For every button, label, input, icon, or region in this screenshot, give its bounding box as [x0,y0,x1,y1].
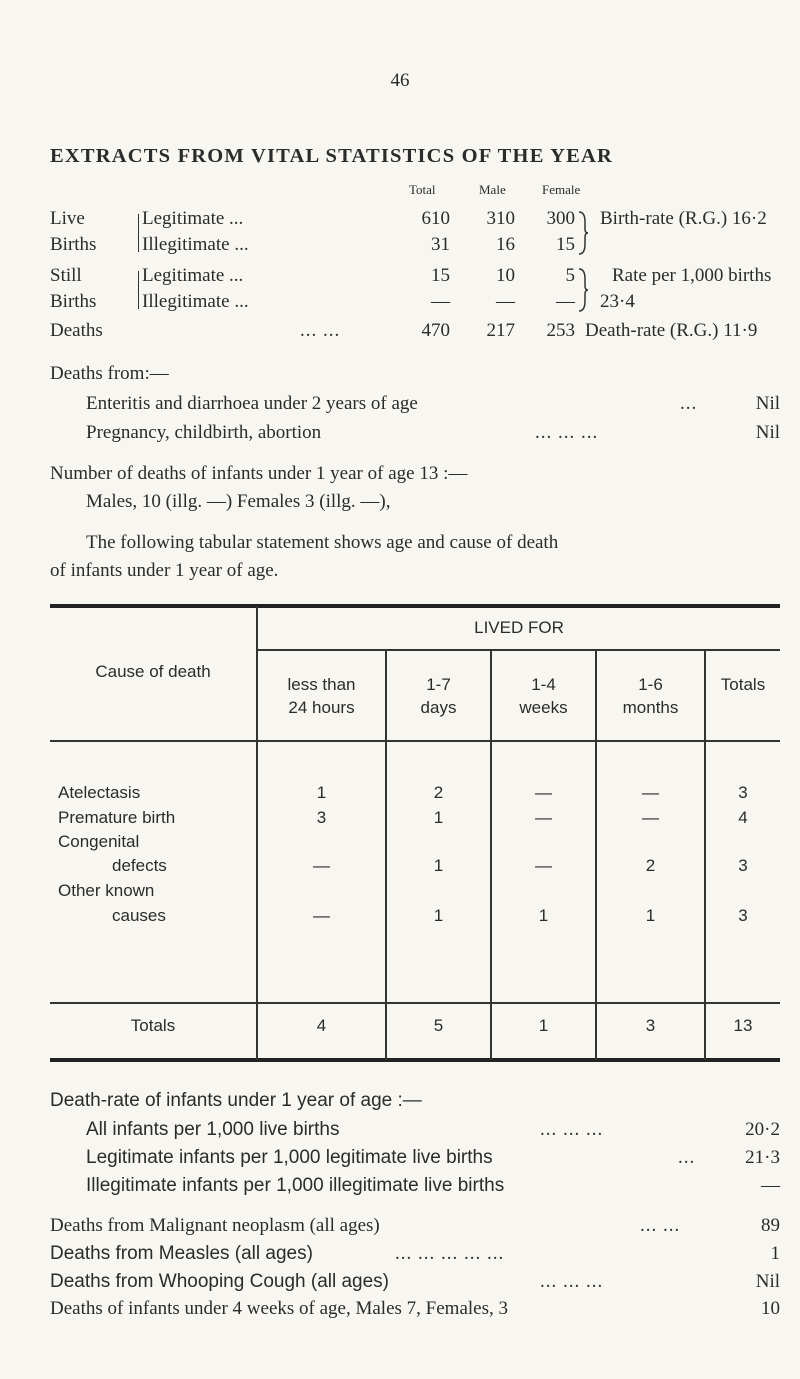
measles-label: Deaths from Measles (all ages) [50,1243,313,1264]
pregnancy-dots: ... ... ... [535,422,599,443]
illegit-infants-label: Illegitimate infants per 1,000 illegitimate live births [86,1175,505,1196]
live-births-right-brace [577,210,589,256]
page-number: 46 [390,70,410,91]
all-infants-dots: ... ... ... [540,1119,604,1140]
col-1-4-line2: weeks [519,698,568,717]
still-births-right-brace [577,267,589,313]
measles-value: 1 [770,1243,780,1264]
still-legit-male: 10 [496,265,515,286]
totals-row-label: Totals [130,1016,176,1035]
deaths-dots: ... ... [300,320,341,341]
infant-deaths-line1: Number of deaths of infants under 1 year of age 13 :— [50,463,468,484]
col-lt24-line1: less than [287,675,356,694]
deaths-total: 470 [421,320,450,341]
row-congenital-1-7: 1 [433,856,444,875]
row-atelectasis-1-7: 2 [433,783,444,802]
paragraph-line2: of infants under 1 year of age. [50,560,279,581]
col-totals-header: Totals [720,675,766,694]
malignant-value: 89 [761,1215,780,1236]
row-premature-1-7: 1 [433,808,444,827]
row-other-1-4: 1 [538,906,549,925]
malignant-dots: ... ... [640,1215,681,1236]
measles-dots: ... ... ... ... ... [395,1243,505,1264]
all-infants-label: All infants per 1,000 live births [86,1119,340,1140]
whooping-dots: ... ... ... [540,1271,604,1292]
row-other-1-7: 1 [433,906,444,925]
live-births-label-top: Live [50,208,85,229]
still-births-label-top: Still [50,265,82,286]
row-premature-lt24: 3 [316,808,327,827]
totals-grand: 13 [733,1016,753,1035]
row-premature-cause: Premature birth [58,808,176,827]
col-1-7-line2: days [420,698,457,717]
under4weeks-label: Deaths of infants under 4 weeks of age, Males 7, Females, 3 [50,1298,508,1319]
row-atelectasis-1-6: — [642,783,659,802]
deaths-male: 217 [486,320,515,341]
table-header-rule [50,740,780,742]
row-congenital-1-4: — [535,856,552,875]
paragraph-line1: The following tabular statement shows age and cause of death [86,532,559,553]
row-congenital-1-6: 2 [645,856,656,875]
illegit-infants-value: — [761,1175,780,1196]
still-legit-label: Legitimate ... [142,265,244,286]
live-legit-female: 300 [546,208,575,229]
row-other-lt24: — [313,906,330,925]
enteritis-label: Enteritis and diarrhoea under 2 years of age [86,393,418,414]
legit-infants-label: Legitimate infants per 1,000 legitimate live births [86,1147,493,1168]
row-other-1-6: 1 [645,906,656,925]
still-births-label-bottom: Births [50,291,97,312]
birth-rate-note: Birth-rate (R.G.) 16·2 [600,208,767,229]
live-births-brace [138,214,139,252]
pregnancy-label: Pregnancy, childbirth, abortion [86,422,322,443]
pregnancy-value: Nil [755,422,780,443]
live-legit-total: 610 [421,208,450,229]
enteritis-value: Nil [755,393,780,414]
lived-for-header: LIVED FOR [474,618,564,637]
live-births-label-bottom: Births [50,234,97,255]
live-legit-label: Legitimate ... [142,208,244,229]
header-total: Total [409,182,436,197]
live-illegit-total: 31 [431,234,450,255]
row-atelectasis-total: 3 [738,783,748,802]
whooping-label: Deaths from Whooping Cough (all ages) [50,1271,390,1292]
table-group-rule [258,649,780,651]
live-illegit-label: Illegitimate ... [142,234,249,255]
col-1-7-line1: 1-7 [426,675,451,694]
legit-infants-dots: ... [678,1147,696,1168]
row-other-cause-2: causes [112,906,166,925]
totals-1-4: 1 [538,1016,549,1035]
row-other-cause-1: Other known [58,881,155,900]
row-atelectasis-1-4: — [535,783,552,802]
live-illegit-male: 16 [496,234,515,255]
still-rate-note-2: 23·4 [600,291,635,312]
all-infants-value: 20·2 [745,1119,780,1140]
still-legit-female: 5 [565,265,575,286]
header-male: Male [479,182,506,197]
row-atelectasis-lt24: 1 [316,783,327,802]
still-births-brace [138,271,139,309]
header-female: Female [542,182,581,197]
row-premature-1-6: — [642,808,659,827]
col-1-6-line2: months [622,698,679,717]
row-congenital-total: 3 [738,856,748,875]
table-vline-5 [704,649,706,1060]
col-1-4-line1: 1-4 [531,675,556,694]
row-congenital-lt24: — [313,856,330,875]
table-top-rule [50,604,780,608]
cause-header: Cause of death [95,662,211,681]
infant-deaths-line2: Males, 10 (illg. —) Females 3 (illg. —), [86,491,391,512]
death-rate-note: Death-rate (R.G.) 11·9 [585,320,758,341]
under4weeks-value: 10 [761,1298,780,1319]
totals-lt24: 4 [316,1016,327,1035]
row-atelectasis-cause: Atelectasis [58,783,141,802]
row-premature-1-4: — [535,808,552,827]
totals-1-7: 5 [433,1016,444,1035]
still-illegit-male: — [496,291,515,312]
deaths-label: Deaths [50,320,103,341]
still-illegit-total: — [431,291,450,312]
row-other-total: 3 [738,906,748,925]
still-legit-total: 15 [431,265,450,286]
col-1-6-line1: 1-6 [638,675,663,694]
infant-rates-heading: Death-rate of infants under 1 year of age :— [50,1090,422,1111]
live-illegit-female: 15 [556,234,575,255]
deaths-from-heading: Deaths from:— [50,363,169,384]
totals-1-6: 3 [645,1016,656,1035]
still-illegit-label: Illegitimate ... [142,291,249,312]
live-legit-male: 310 [486,208,515,229]
deaths-female: 253 [546,320,575,341]
legit-infants-value: 21·3 [745,1147,780,1168]
whooping-value: Nil [755,1271,780,1292]
page-title: EXTRACTS FROM VITAL STATISTICS OF THE YEAR [50,145,614,167]
row-congenital-cause-2: defects [112,856,167,875]
enteritis-dots: ... [680,393,698,414]
still-rate-note-1: Rate per 1,000 births [612,265,772,286]
row-premature-total: 4 [738,808,748,827]
table-bottom-rule [50,1058,780,1062]
still-illegit-female: — [556,291,575,312]
col-lt24-line2: 24 hours [288,698,355,717]
row-congenital-cause-1: Congenital [58,832,140,851]
table-totals-rule [50,1002,780,1004]
malignant-label: Deaths from Malignant neoplasm (all ages) [50,1215,380,1236]
